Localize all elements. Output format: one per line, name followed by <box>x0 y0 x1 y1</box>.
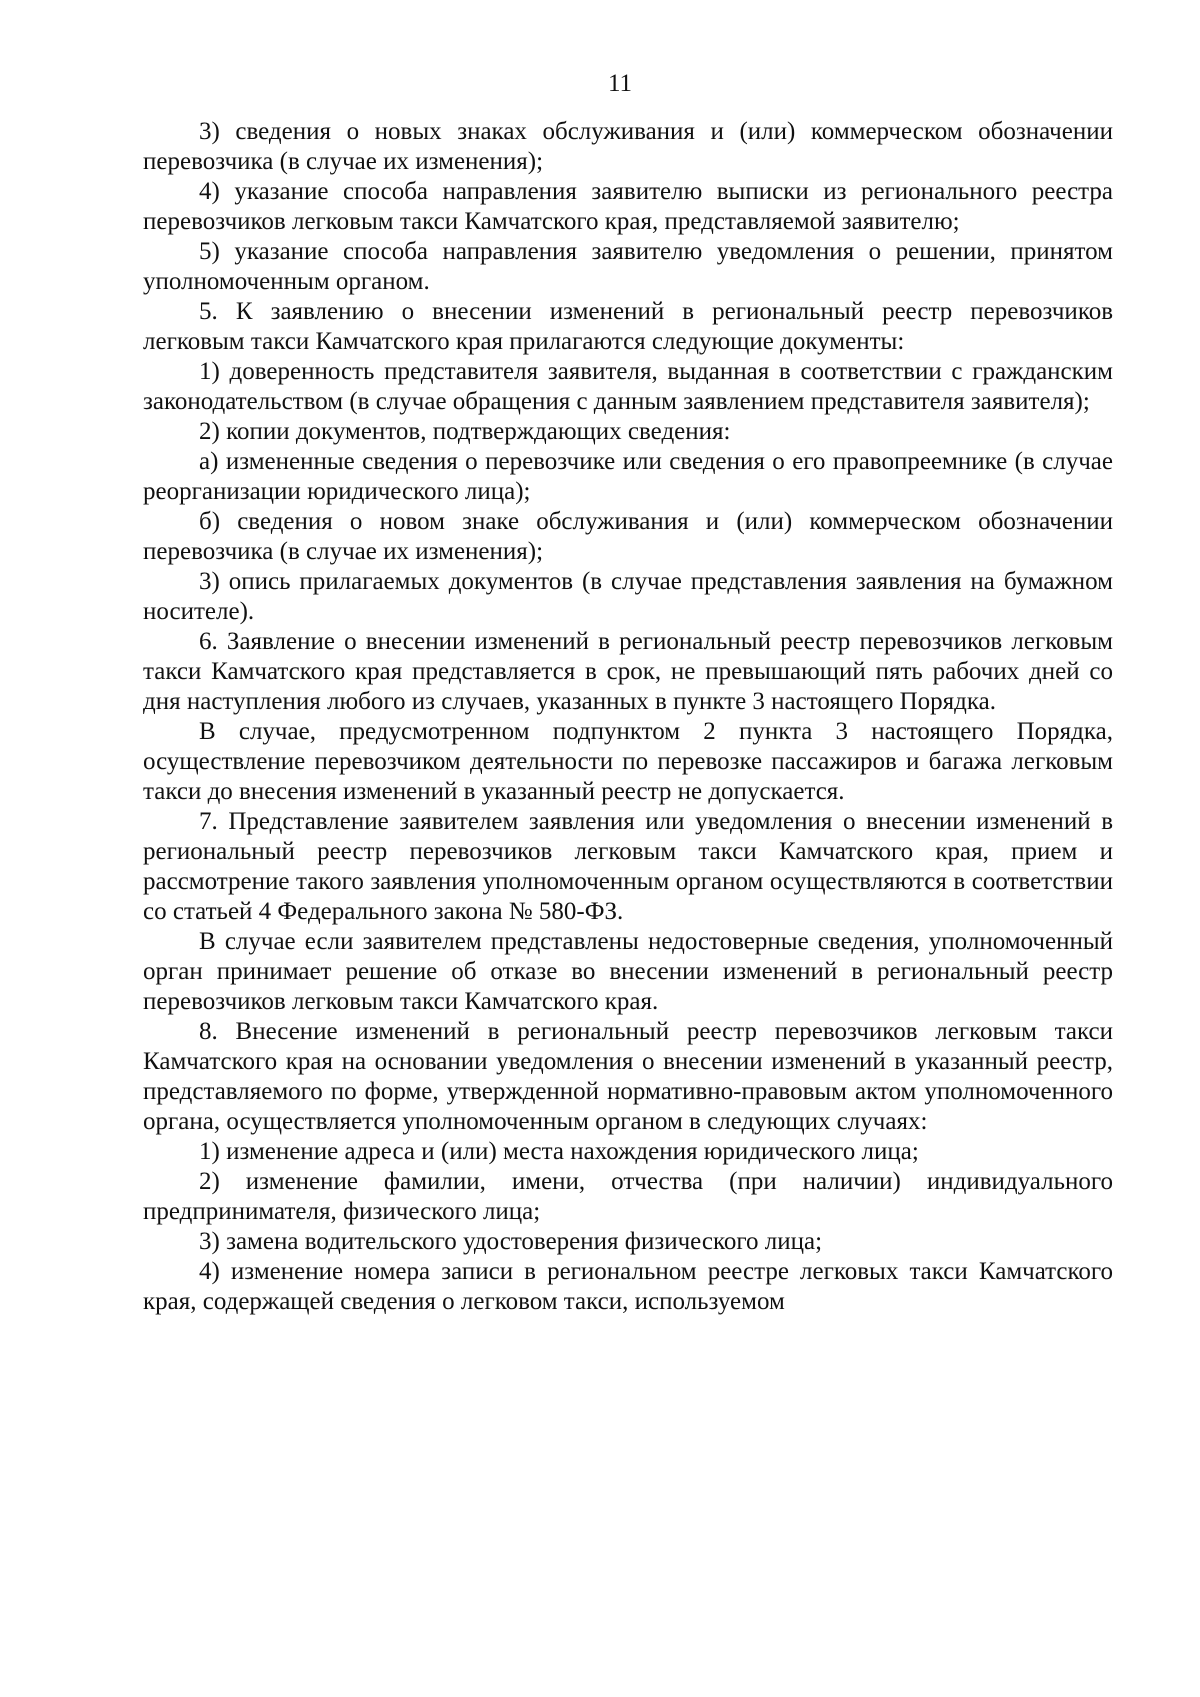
paragraph: 2) изменение фамилии, имени, отчества (при наличии) индивидуального предпринимателя, физического лица; <box>143 1168 1113 1225</box>
paragraph: 1) изменение адреса и (или) места нахождения юридического лица; <box>199 1138 919 1165</box>
paragraph: 4) изменение номера записи в региональном реестре легковых такси Камчатского края, содержащей сведения о легковом такси, используемом <box>143 1258 1113 1315</box>
document-body <box>143 117 1113 1317</box>
paragraph: 3) замена водительского удостоверения физического лица; <box>199 1228 823 1255</box>
paragraph: б) сведения о новом знаке обслуживания и (или) коммерческом обозначении перевозчика (в случае их изменения); <box>143 508 1113 565</box>
paragraph: 1) доверенность представителя заявителя, выданная в соответствии с гражданским законодательством (в случае обращения с данным заявлением представителя заявителя); <box>143 358 1113 415</box>
page-number: 11 <box>607 70 633 97</box>
paragraph: 5) указание способа направления заявителю уведомления о решении, принятом уполномоченным органом. <box>143 238 1113 295</box>
paragraph: В случае, предусмотренном подпунктом 2 пункта 3 настоящего Порядка, осуществление перевозчиком деятельности по перевозке пассажиров и багажа легковым такси до внесения изменений в указанный реестр не допускается. <box>143 718 1113 805</box>
paragraph: 3) сведения о новых знаках обслуживания и (или) коммерческом обозначении перевозчика (в случае их изменения); <box>143 118 1113 175</box>
paragraph: а) измененные сведения о перевозчике или сведения о его правопреемнике (в случае реорганизации юридического лица); <box>143 448 1113 505</box>
paragraph: 3) опись прилагаемых документов (в случае представления заявления на бумажном носителе). <box>143 568 1113 625</box>
paragraph: 4) указание способа направления заявителю выписки из регионального реестра перевозчиков легковым такси Камчатского края, представляемой заявителю; <box>143 178 1113 235</box>
paragraph: 6. Заявление о внесении изменений в региональный реестр перевозчиков легковым такси Камчатского края представляется в срок, не превышающий пять рабочих дней со дня наступления любого из случаев, указанных в пункте 3 настоящего Порядка. <box>143 628 1113 715</box>
paragraph: 2) копии документов, подтверждающих сведения: <box>199 418 731 445</box>
paragraph: В случае если заявителем представлены недостоверные сведения, уполномоченный орган принимает решение об отказе во внесении изменений в региональный реестр перевозчиков легковым такси Камчатского края. <box>143 928 1113 1015</box>
paragraph: 5. К заявлению о внесении изменений в региональный реестр перевозчиков легковым такси Камчатского края прилагаются следующие документы: <box>143 298 1113 355</box>
paragraph: 8. Внесение изменений в региональный реестр перевозчиков легковым такси Камчатского края на основании уведомления о внесении изменений в указанный реестр, представляемого по форме, утвержденной нормативно-правовым актом уполномоченного органа, осуществляется уполномоченным органом в следующих случаях: <box>143 1018 1113 1135</box>
paragraph: 7. Представление заявителем заявления или уведомления о внесении изменений в региональный реестр перевозчиков легковым такси Камчатского края, прием и рассмотрение такого заявления уполномоченным органом осуществляются в соответствии со статьей 4 Федерального закона № 580-ФЗ. <box>143 808 1113 925</box>
